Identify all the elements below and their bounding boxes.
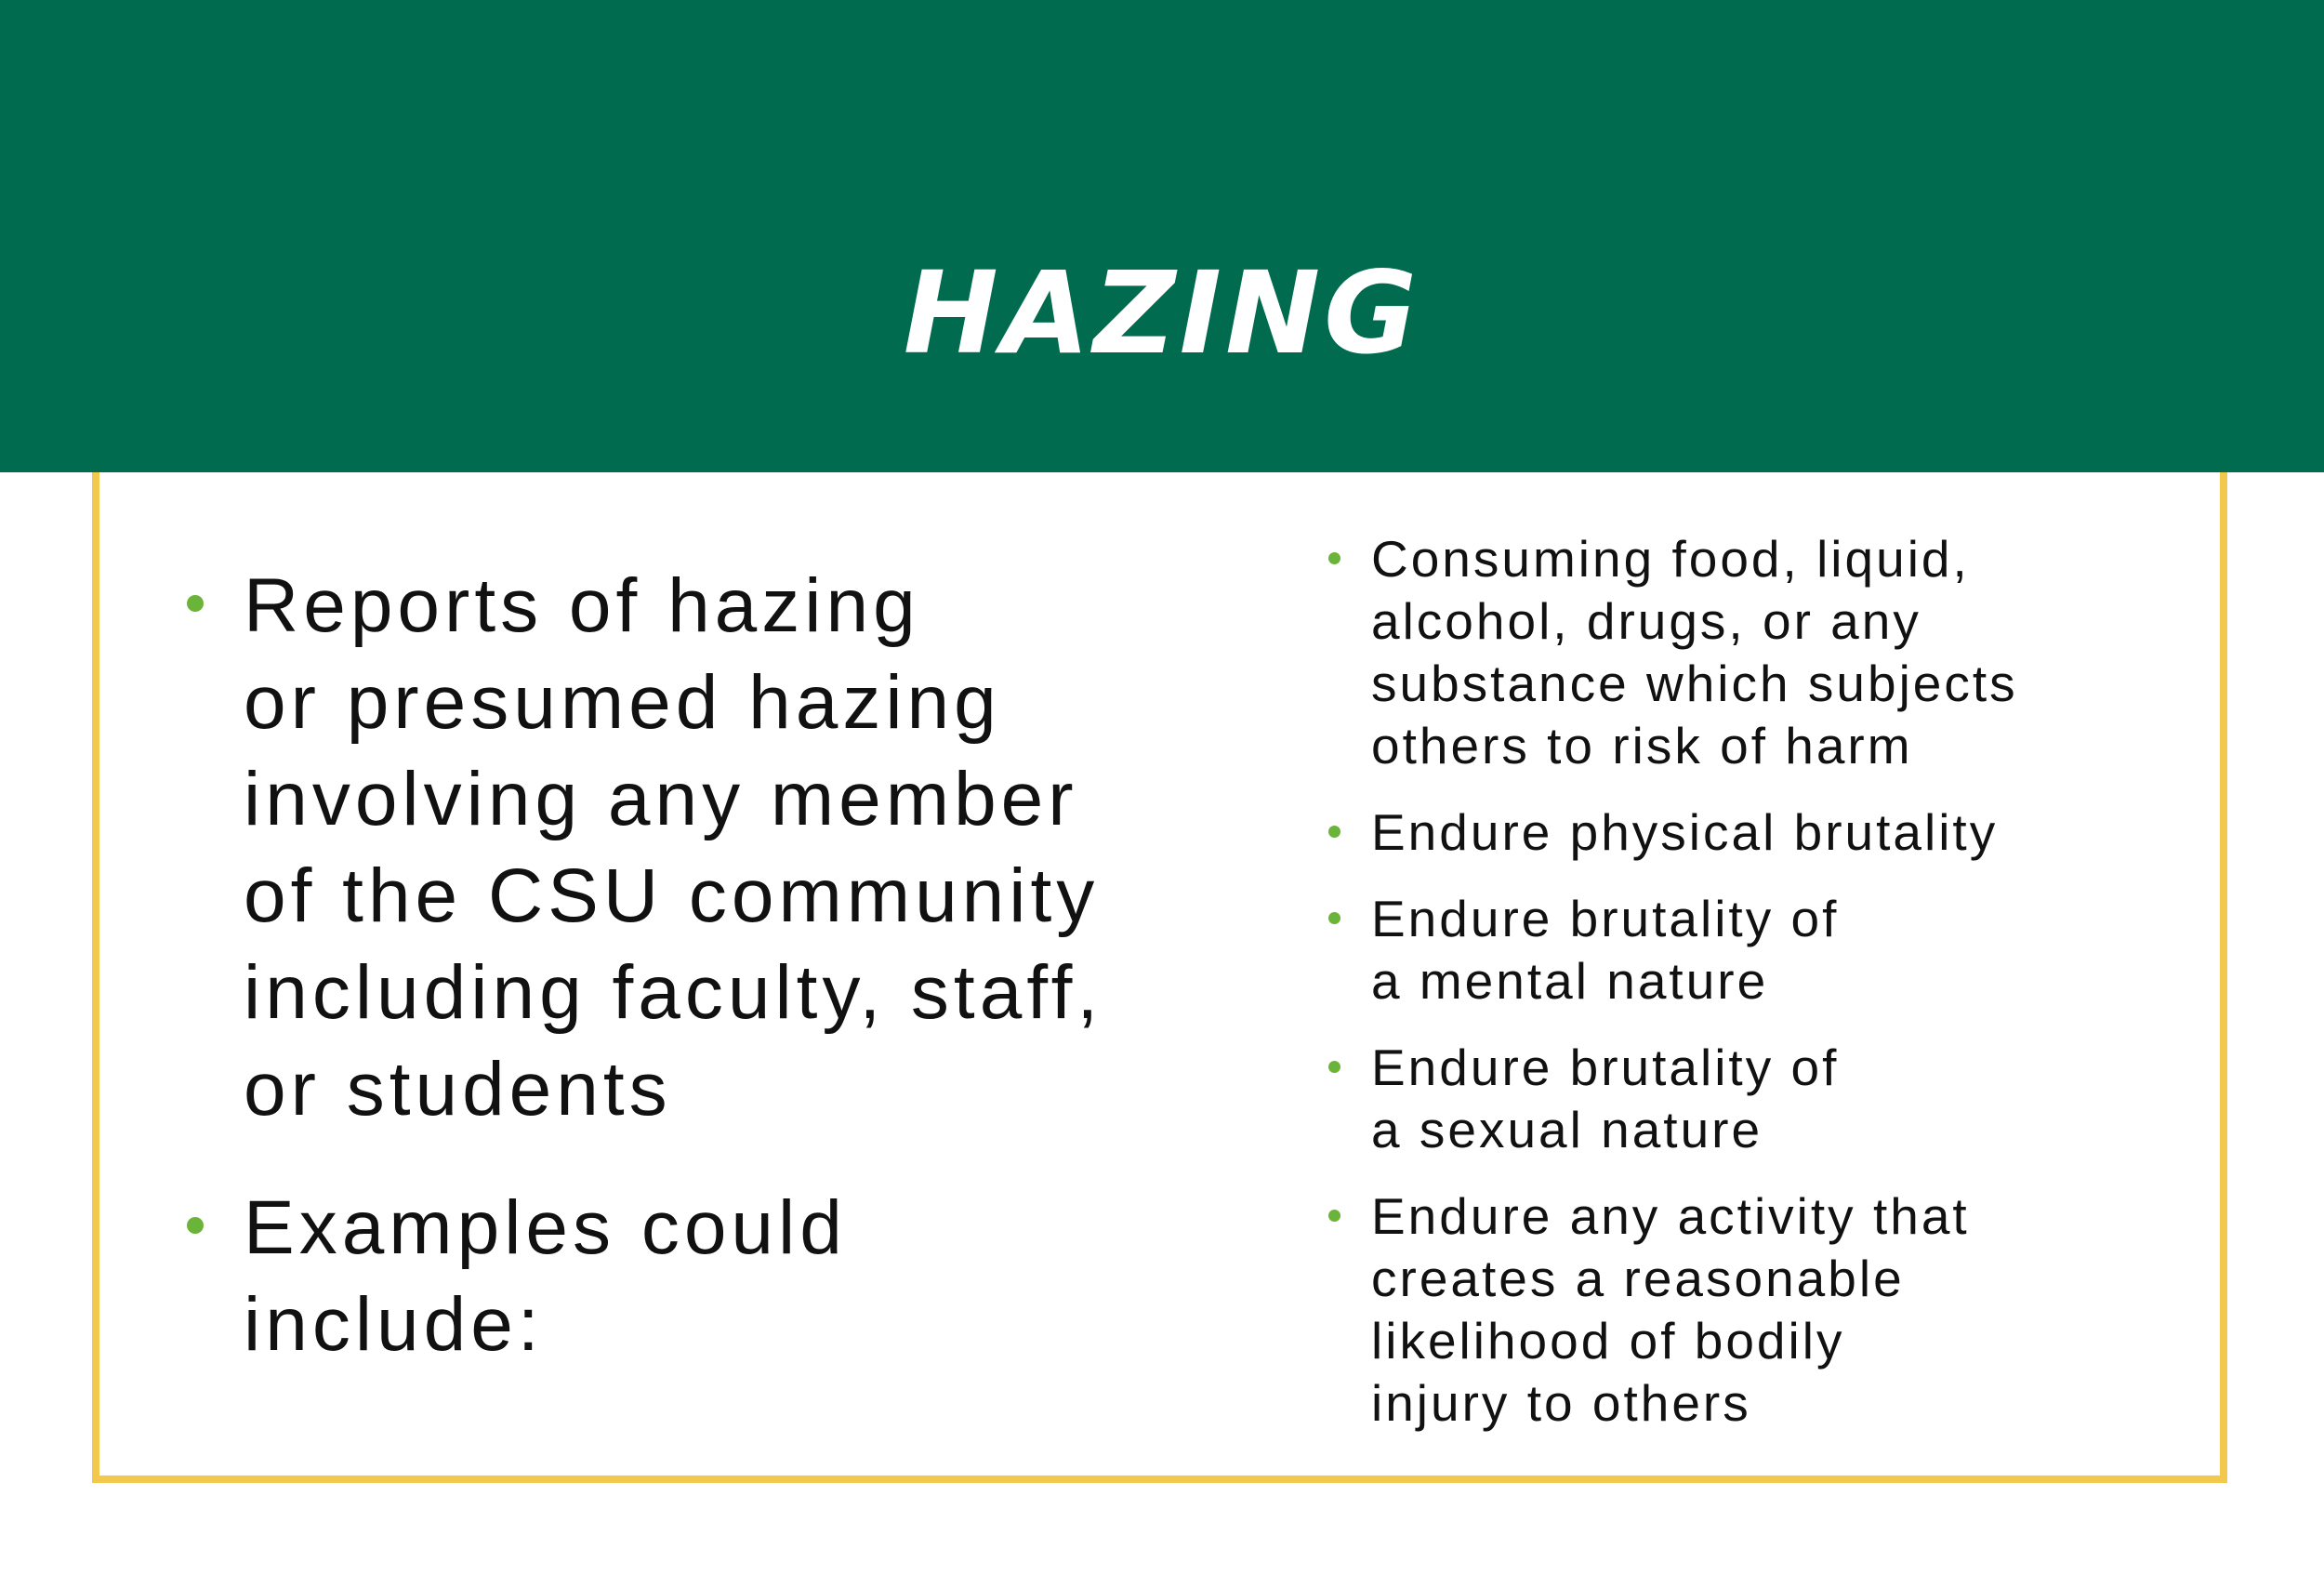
text-line: alcohol, drugs, or any: [1371, 592, 1921, 650]
bullet-dot-icon: [1328, 552, 1340, 564]
text-line: including faculty, staff,: [244, 950, 1103, 1035]
text-line: Examples could: [244, 1185, 847, 1270]
text-line: involving any member: [244, 757, 1078, 841]
main-bullet-examples: [181, 1180, 1269, 1373]
title-banner: [0, 0, 2324, 472]
example-item-physical: [1325, 801, 2143, 864]
main-bullet-list: [181, 558, 1269, 1415]
text-line: or students: [244, 1047, 672, 1131]
example-item-sexual: [1325, 1037, 2143, 1161]
text-line: Endure any activity that: [1371, 1187, 1970, 1245]
bullet-dot-icon: [1328, 826, 1340, 838]
example-item-mental: [1325, 888, 2143, 1012]
text-line: substance which subjects: [1371, 655, 2018, 712]
text-line: of the CSU community: [244, 854, 1100, 938]
text-line: Consuming food, liquid,: [1371, 530, 1970, 588]
text-line: Reports of hazing: [244, 563, 920, 648]
bullet-dot-icon: [1328, 912, 1340, 924]
bullet-dot-icon: [1328, 1210, 1340, 1222]
bullet-dot-icon: [187, 595, 204, 612]
example-item-consuming: [1325, 528, 2143, 777]
text-line: a sexual nature: [1371, 1101, 1763, 1158]
text-line: others to risk of harm: [1371, 717, 1913, 774]
text-line: Endure physical brutality: [1371, 803, 1999, 861]
example-item-bodily-injury: [1325, 1185, 2143, 1435]
bullet-dot-icon: [187, 1217, 204, 1234]
text-line: a mental nature: [1371, 952, 1769, 1010]
text-line: include:: [244, 1282, 544, 1367]
text-line: injury to others: [1371, 1374, 1751, 1432]
text-line: Endure brutality of: [1371, 1039, 1840, 1096]
text-line: likelihood of bodily: [1371, 1312, 1845, 1370]
text-line: creates a reasonable: [1371, 1250, 1905, 1307]
main-bullet-reports: [181, 558, 1269, 1138]
text-line: or presumed hazing: [244, 660, 1001, 745]
page-title: HAZING: [903, 246, 1421, 379]
text-line: Endure brutality of: [1371, 890, 1840, 947]
bullet-dot-icon: [1328, 1061, 1340, 1073]
examples-bullet-list: [1325, 528, 2143, 1459]
